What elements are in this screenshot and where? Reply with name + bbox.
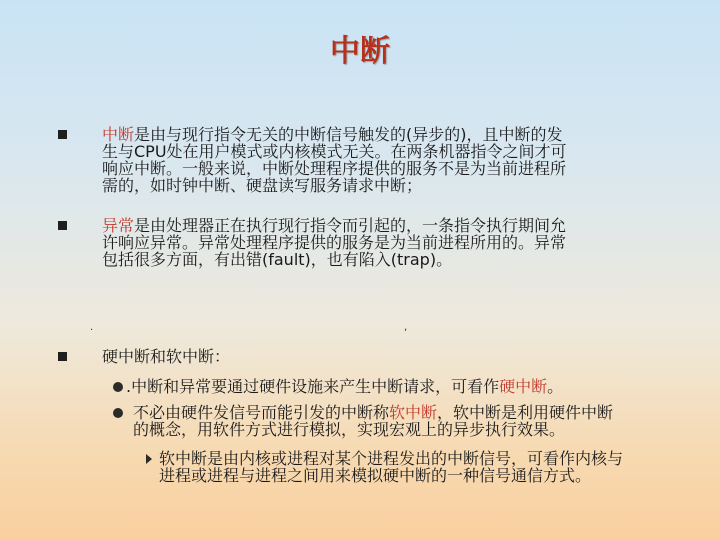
line <box>126 378 563 395</box>
square-bullet-icon <box>58 221 67 230</box>
slide-title: 中断 <box>330 34 390 69</box>
line: 许响应异常。异常处理程序提供的服务是为当前进程所用的。异常 <box>102 233 567 252</box>
term-interrupt: 中断 <box>102 125 135 144</box>
paragraph-exception <box>102 217 566 268</box>
line: 生与CPU处在用户模式或内核模式无关。在两条机器指令之间才可 <box>102 142 567 161</box>
dot-bullet-icon <box>113 382 123 392</box>
heading-hard-soft: 硬中断和软中断： <box>102 347 231 366</box>
term-soft-interrupt: 软中断 <box>389 403 438 422</box>
line <box>102 217 566 234</box>
text: .中断和异常要通过硬件设施来产生中断请求，可看作 <box>126 377 500 396</box>
paragraph-soft-interrupt-detail <box>159 450 623 484</box>
term-hard-interrupt: 硬中断 <box>499 377 548 396</box>
line <box>102 126 567 143</box>
dot-bullet-icon <box>113 408 123 418</box>
paragraph-interrupt <box>102 126 567 194</box>
triangle-bullet-icon <box>146 454 152 464</box>
line <box>133 404 613 421</box>
stray-mark: . <box>90 322 94 333</box>
stray-mark: , <box>404 322 408 333</box>
text: 。 <box>547 377 564 396</box>
text: 不必由硬件发信号而能引发的中断称 <box>133 403 390 422</box>
line: 软中断是由内核或进程对某个进程发出的中断信号，可看作内核与 <box>159 449 624 468</box>
paragraph-hard-soft-heading <box>102 348 230 365</box>
paragraph-soft-interrupt <box>133 404 613 438</box>
square-bullet-icon <box>58 130 67 139</box>
square-bullet-icon <box>58 352 67 361</box>
line: 进程或进程与进程之间用来模拟硬中断的一种信号通信方式。 <box>159 466 592 485</box>
line: 包括很多方面，有出错(fault)，也有陷入(trap)。 <box>102 250 453 269</box>
text: ，软中断是利用硬件中断 <box>437 403 614 422</box>
paragraph-hard-interrupt <box>126 378 563 395</box>
text: 是由处理器正在执行现行指令而引起的，一条指令执行期间允 <box>134 216 567 235</box>
line: 响应中断。一般来说，中断处理程序提供的服务不是为当前进程所 <box>102 159 567 178</box>
line: 的概念，用软件方式进行模拟，实现宏观上的异步执行效果。 <box>133 420 566 439</box>
term-exception: 异常 <box>102 216 135 235</box>
text: 是由与现行指令无关的中断信号触发的(异步的)，且中断的发 <box>134 125 563 144</box>
line: 需的，如时钟中断、硬盘读写服务请求中断； <box>102 176 423 195</box>
